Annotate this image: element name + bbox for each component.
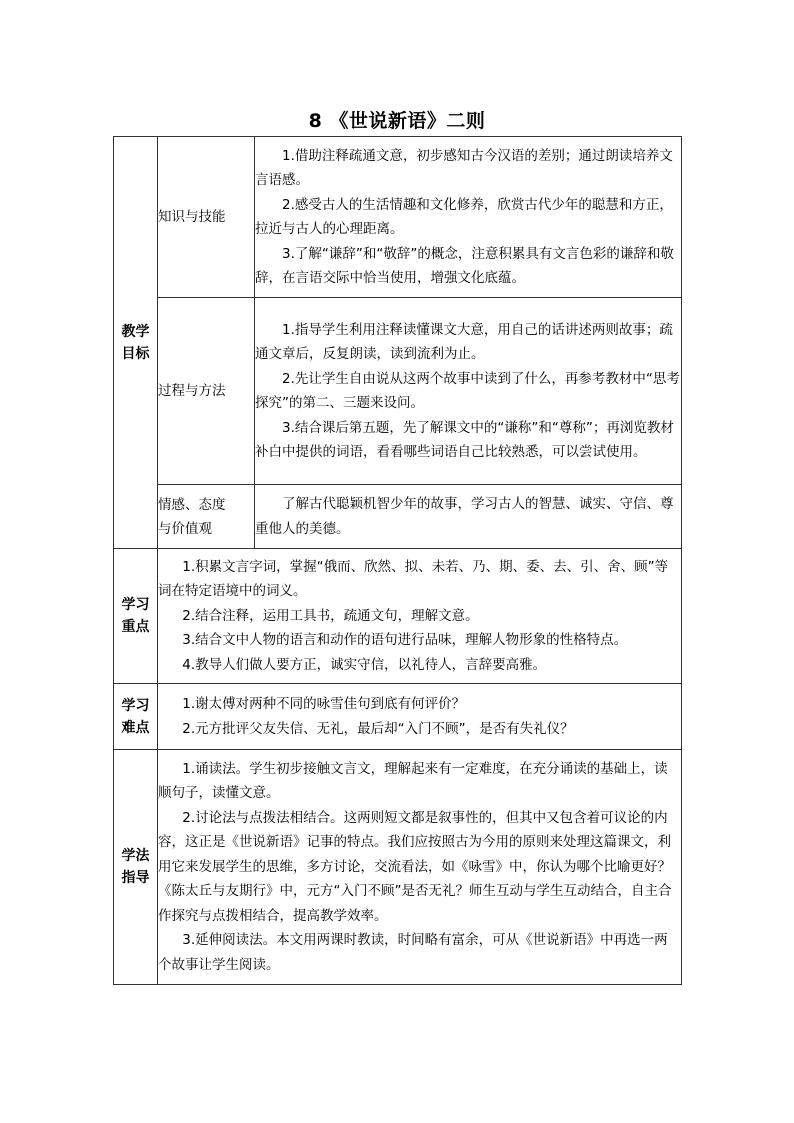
method-item: 3.延伸阅读法。本文用两课时教读，时间略有富余，可从《世说新语》中再选一两个故事让学生阅读。 xyxy=(158,932,668,973)
methods-header-line1: 学法 xyxy=(121,848,150,864)
difficulties-header-line2: 难点 xyxy=(121,719,150,736)
objective-content-process xyxy=(255,298,682,485)
objective-content-emotion xyxy=(255,485,682,549)
objective-label-text: 情感、态度 xyxy=(158,496,226,513)
key-points-row xyxy=(114,549,682,684)
objectives-header xyxy=(114,137,158,549)
difficulties-content xyxy=(158,684,682,750)
objective-item: 了解古代聪颖机智少年的故事，学习古人的智慧、诚实、守信、尊重他人的美德。 xyxy=(255,496,674,537)
methods-header-line2: 指导 xyxy=(121,870,150,886)
difficulty-item: 1.谢太傅对两种不同的咏雪佳句到底有何评价？ xyxy=(182,696,466,712)
objective-label-text: 知识与技能 xyxy=(158,209,226,225)
objective-item: 1.借助注释疏通文意，初步感知古今汉语的差别；通过朗读培养文言语感。 xyxy=(255,147,673,188)
key-point-item: 2.结合注释，运用工具书，疏通文句，理解文意。 xyxy=(182,607,479,624)
key-points-header-line2: 重点 xyxy=(121,619,150,635)
objective-item: 3.了解“谦辞”和“敬辞”的概念，注意积累具有文言色彩的谦辞和敬辞，在言语交际中恰当使用，增强文化底蕴。 xyxy=(255,245,674,286)
objectives-header-line1: 教学 xyxy=(121,323,150,340)
methods-header xyxy=(114,750,158,985)
difficulties-header-line1: 学习 xyxy=(121,697,150,714)
objective-item: 3.结合课后第五题，先了解课文中的“谦称”和“尊称”；再浏览教材补白中提供的词语，看看哪些词语自己比较熟悉，可以尝试使用。 xyxy=(255,419,674,460)
page-title: 8 《世说新语》二则 xyxy=(308,110,486,132)
objectives-header-line2: 目标 xyxy=(121,345,150,362)
objective-row-process xyxy=(114,298,682,485)
objective-item: 1.指导学生利用注释读懂课文大意，用自己的话讲述两则故事；疏通文章后，反复朗读，读到流利为止。 xyxy=(255,321,673,362)
objective-row-knowledge xyxy=(114,137,682,298)
difficulties-header xyxy=(114,684,158,750)
methods-row xyxy=(114,750,682,985)
difficulties-row xyxy=(114,684,682,750)
method-item: 1.诵读法。学生初步接触文言文，理解起来有一定难度，在充分诵读的基础上，读顺句子，读懂文意。 xyxy=(158,760,668,802)
objective-content-knowledge xyxy=(255,137,682,298)
key-point-item: 3.结合文中人物的语言和动作的语句进行品味，理解人物形象的性格特点。 xyxy=(182,632,628,649)
objective-row-emotion xyxy=(114,485,682,549)
key-point-item: 1.积累文言字词，掌握“俄而、欣然、拟、未若、乃、期、委、去、引、舍、顾”等词在特定语境中的词义。 xyxy=(158,558,669,600)
key-point-item: 4.教导人们做人要方正，诚实守信，以礼待人，言辞要高雅。 xyxy=(182,656,547,673)
key-points-content xyxy=(158,549,682,684)
difficulty-item: 2.元方批评父友失信、无礼，最后却“入门不顾”，是否有失礼仪？ xyxy=(182,720,574,737)
objective-item: 2.先让学生自由说从这两个故事中读到了什么，再参考教材中“思考探究”的第二、三题来设问。 xyxy=(255,370,680,411)
objective-label-text: 与价值观 xyxy=(158,520,212,537)
methods-content xyxy=(158,750,682,985)
objective-item: 2.感受古人的生活情趣和文化修养，欣赏古代少年的聪慧和方正，拉近与古人的心理距离。 xyxy=(255,196,673,237)
method-item: 2.讨论法与点拨法相结合。这两则短文都是叙事性的，但其中又包含着可议论的内容，这正是《世说新语》记事的特点。我们应按照古为今用的原则来处理这篇课文，利用它来发展学生的思维，多方讨论，交流看法，如《咏雪》中，你认为哪个比喻更好？《陈太丘与友期行》中，元方“入门不顾”是否无礼？师生互动与学生互动结合，自主合作探究与点拨相结合，提高教学效率。 xyxy=(158,809,672,924)
objective-label-emotion xyxy=(158,485,255,549)
objective-label-process xyxy=(158,298,255,485)
lesson-plan-table xyxy=(113,136,682,985)
objective-label-text: 过程与方法 xyxy=(158,383,226,399)
key-points-header-line1: 学习 xyxy=(121,597,150,613)
key-points-header xyxy=(114,549,158,684)
objective-label-knowledge xyxy=(158,137,255,298)
